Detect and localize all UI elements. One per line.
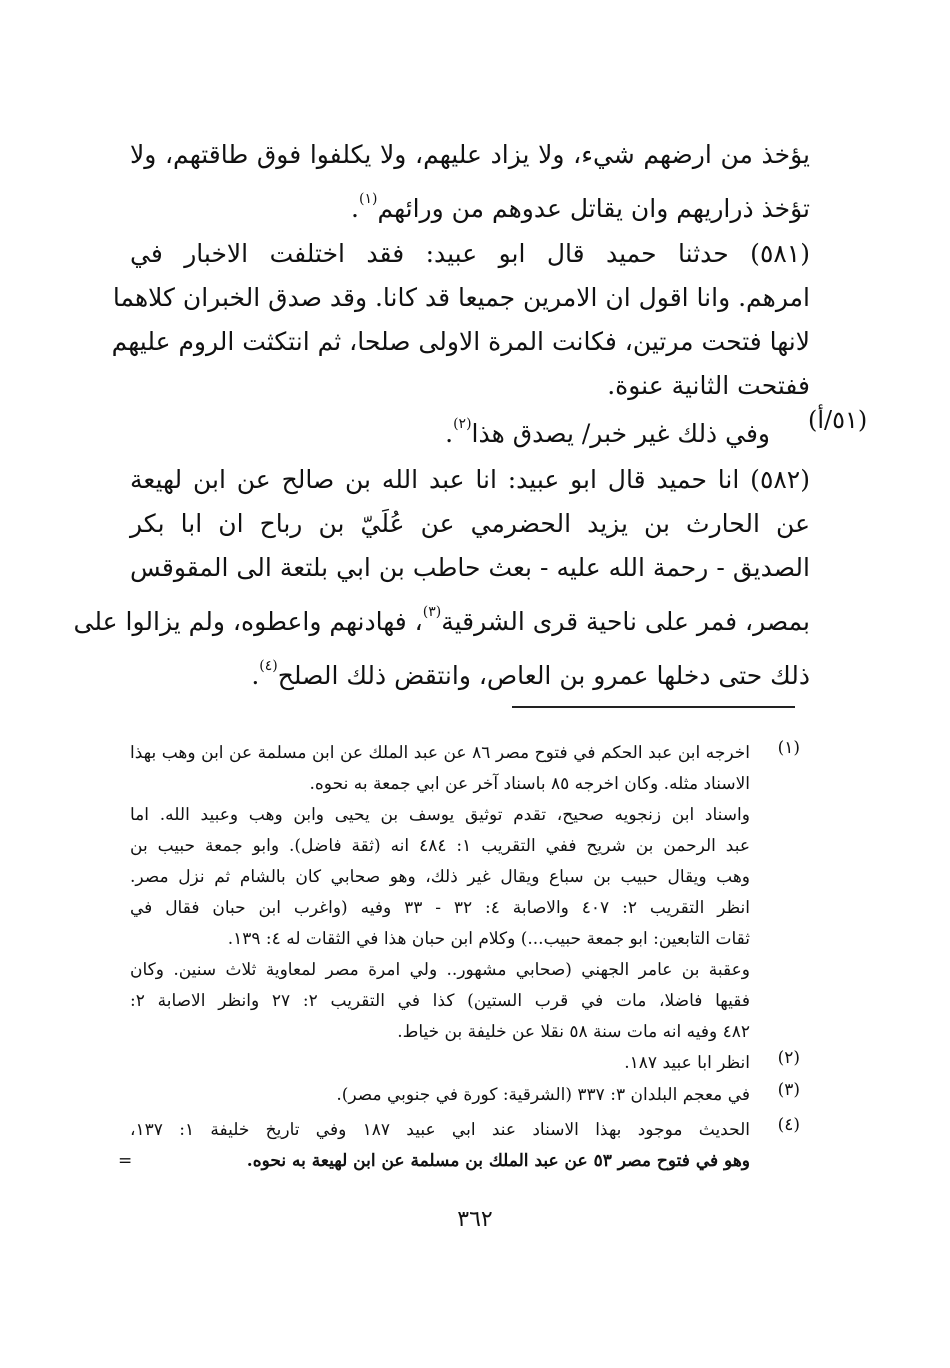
page-number: ٣٦٢ [457,1207,493,1232]
footnote-1 [130,738,750,1048]
text-line: يؤخذ من ارضهم شيء، ولا يزاد عليهم، ولا يكلفوا فوق طاقتهم، ولا [130,140,810,169]
folio-margin-reference: (٥١/أ) [808,406,868,434]
paragraph-folio [130,402,810,456]
footnote-ref[interactable]: (٣) [422,604,442,620]
footnote-ref[interactable]: (١) [358,191,378,207]
footnote-3 [130,1080,750,1111]
footnote-line: وهو في فتوح مصر ٥٣ عن عبد الملك بن مسلمة عن ابن لهيعة به نحوه. [246,1151,750,1171]
footnote-line: ٤٨٢ وفيه انه مات سنة ٥٨ نقلا عن خليفة بن خياط. [397,1022,750,1042]
footnote-separator [512,706,795,708]
footnote-line: وعقبة بن عامر الجهني (صحابي مشهور.. ولي امرة مصر لمعاوية ثلاث سنين. وكان [130,960,750,980]
text-line: ففتحت الثانية عنوة. [607,371,810,400]
text-segment: بمصر، فمر على ناحية قرى الشرقية [441,607,810,636]
text-segment: تؤخذ ذراريهم وان يقاتل عدوهم من ورائهم [377,194,810,223]
text-line: امرهم. وانا اقول ان الامرين جميعا قد كانا. وقد صدق الخبران كلاهما [112,283,810,312]
period: . [251,661,260,690]
footnote-line: واسناد ابن زنجويه صحيح، تقدم توثيق يوسف بن يحيى وابن وهب وعبيد الله. اما [130,805,750,825]
footnote-number: (٤) [777,1115,800,1135]
footnote-line: ثقات التابعين: ابو جمعة حبيب...) وكلام ابن حبان هذا في الثقات له ٤: ١٣٩. [227,929,750,949]
text-line [73,590,810,644]
paragraph-opening [130,133,810,231]
text-line [130,177,810,231]
text-line: (٥٨٢) انا حميد قال ابو عبيد: انا عبد الله بن صالح عن ابن لهيعة [130,465,810,494]
text-line [130,402,810,456]
footnote-2 [130,1048,750,1079]
text-segment: ، فهادنهم واعطوه، ولم يزالوا على [73,607,423,636]
footnote-number: (٢) [777,1048,800,1068]
footnote-line: انظر ابا عبيد ١٨٧. [624,1053,750,1073]
continuation-mark: = [118,1151,133,1171]
footnote-number: (٣) [777,1080,800,1100]
footnote-ref[interactable]: (٤) [259,658,278,674]
paragraph-582 [73,458,810,698]
text-segment: ذلك حتى دخلها عمرو بن العاص، وانتقض ذلك الصلح [277,661,810,690]
footnote-line: انظر التقريب ٢: ٤٠٧ والاصابة ٤: ٣٢ - ٣٣ وفيه (واغرب ابن حبان فقال في [130,898,750,918]
text-line: لانها فتحت مرتين، فكانت المرة الاولى صلحا، ثم انتكثت الروم عليهم [111,327,810,356]
footnote-line: الحديث موجود بهذا الاسناد عند ابي عبيد ١٨٧ وفي تاريخ خليفة ١: ١٣٧، [130,1120,750,1140]
text-line: الصديق - رحمة الله عليه - بعث حاطب بن ابي بلتعة الى المقوقس [130,553,810,582]
paragraph-581 [111,232,810,408]
footnote-line: اخرجه ابن عبد الحكم في فتوح مصر ٨٦ عن عبد الملك عن ابن مسلمة عن ابن وهب بهذا [130,743,750,763]
footnote-line: عبد الرحمن بن شريح ففي التقريب ١: ٤٨٤ انه (ثقة فاضل). وابو جمعة حبيب بن [130,836,750,856]
text-segment: وفي ذلك غير خبر/ يصدق هذا [471,419,770,448]
period: . [351,194,359,223]
footnote-line: الاسناد مثله. وكان اخرجه ٨٥ باسناد آخر عن ابي جمعة به نحوه. [309,774,750,794]
footnote-number: (١) [777,738,800,758]
text-line: (٥٨١) حدثنا حميد قال ابو عبيد: فقد اختلفت الاخبار في [130,239,810,268]
period: . [445,419,454,448]
footnote-line: وهب ويقال حبيب بن سباع ويقال غير ذلك، وهو صحابي كان بالشام ثم نزل مصر. [130,867,750,887]
text-line [130,644,810,698]
footnote-ref[interactable]: (٢) [453,416,472,432]
footnote-line: في معجم البلدان ٣: ٣٣٧ (الشرقية: كورة في جنوبي مصر). [336,1085,750,1105]
text-line: عن الحارث بن يزيد الحضرمي عن عُلَيّ بن رباح ان ابا بكر [130,509,810,538]
footnote-line: فقيها فاضلا، مات في قرب الستين) كذا في التقريب ٢: ٢٧ وانظر الاصابة ٢: [130,991,750,1011]
footnote-4 [130,1115,750,1177]
